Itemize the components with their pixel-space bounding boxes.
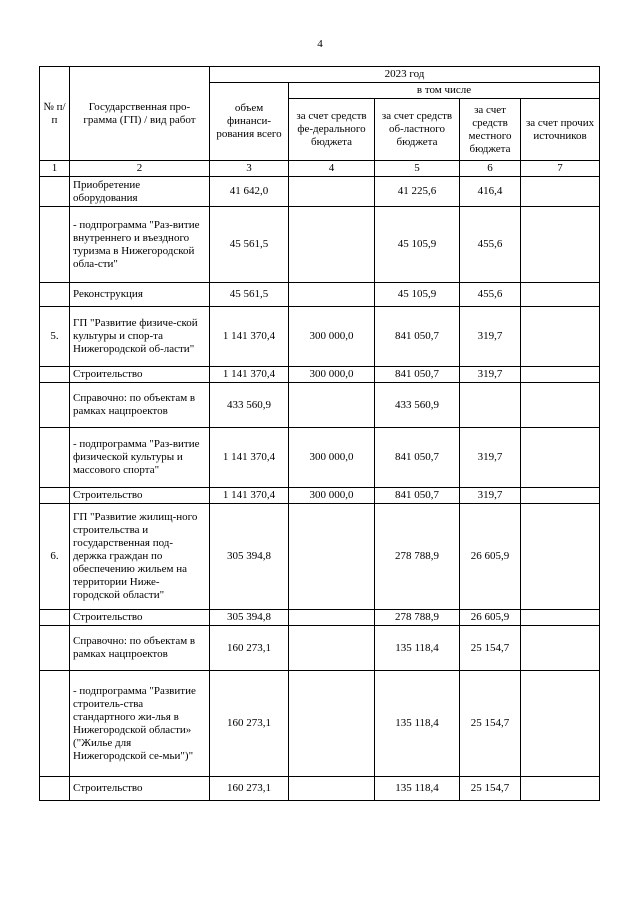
row-local: 319,7 xyxy=(460,367,521,383)
column-number: 2 xyxy=(70,161,210,177)
row-federal xyxy=(289,610,375,626)
row-federal: 300 000,0 xyxy=(289,367,375,383)
column-number: 1 xyxy=(40,161,70,177)
row-federal xyxy=(289,383,375,428)
row-name: Справочно: по объектам в рамках нацпроектов xyxy=(70,626,210,671)
table-row xyxy=(40,307,600,367)
row-number xyxy=(40,283,70,307)
row-local: 319,7 xyxy=(460,488,521,504)
row-local: 319,7 xyxy=(460,307,521,367)
row-other xyxy=(521,283,600,307)
table-row xyxy=(40,367,600,383)
row-number xyxy=(40,610,70,626)
row-other xyxy=(521,610,600,626)
budget-table xyxy=(39,66,600,801)
row-other xyxy=(521,383,600,428)
row-other xyxy=(521,177,600,207)
row-number xyxy=(40,207,70,283)
row-federal xyxy=(289,626,375,671)
row-federal xyxy=(289,777,375,801)
row-number: 5. xyxy=(40,307,70,367)
row-local: 25 154,7 xyxy=(460,777,521,801)
row-name: Строительство xyxy=(70,610,210,626)
row-local xyxy=(460,383,521,428)
table-row xyxy=(40,671,600,777)
row-name: Строительство xyxy=(70,488,210,504)
row-other xyxy=(521,207,600,283)
table-row xyxy=(40,383,600,428)
header-year: 2023 год xyxy=(210,67,600,83)
row-number xyxy=(40,671,70,777)
row-name: ГП "Развитие физиче-ской культуры и спор-та Нижегородской об-ласти" xyxy=(70,307,210,367)
row-federal: 300 000,0 xyxy=(289,428,375,488)
row-local: 319,7 xyxy=(460,428,521,488)
header-col-regional: за счет средств об-ластного бюджета xyxy=(375,99,460,161)
row-total: 433 560,9 xyxy=(210,383,289,428)
row-number xyxy=(40,626,70,671)
table-row xyxy=(40,610,600,626)
row-regional: 135 118,4 xyxy=(375,777,460,801)
row-number xyxy=(40,777,70,801)
row-total: 1 141 370,4 xyxy=(210,428,289,488)
table-row xyxy=(40,177,600,207)
row-number xyxy=(40,367,70,383)
column-number: 3 xyxy=(210,161,289,177)
table-row xyxy=(40,488,600,504)
header-col-local: за счет средств местного бюджета xyxy=(460,99,521,161)
row-name: ГП "Развитие жилищ-ного строительства и государственная под-держка граждан по обеспечению жильем на территории Ниже-городской области" xyxy=(70,504,210,610)
row-other xyxy=(521,777,600,801)
row-regional: 433 560,9 xyxy=(375,383,460,428)
row-regional: 841 050,7 xyxy=(375,367,460,383)
row-local: 416,4 xyxy=(460,177,521,207)
row-name: Справочно: по объектам в рамках нацпроектов xyxy=(70,383,210,428)
row-regional: 278 788,9 xyxy=(375,610,460,626)
row-federal xyxy=(289,504,375,610)
row-total: 1 141 370,4 xyxy=(210,488,289,504)
row-number xyxy=(40,177,70,207)
table-row xyxy=(40,626,600,671)
row-regional: 135 118,4 xyxy=(375,626,460,671)
row-name: Реконструкция xyxy=(70,283,210,307)
row-number: 6. xyxy=(40,504,70,610)
column-number: 4 xyxy=(289,161,375,177)
row-name: - подпрограмма "Развитие строитель-ства стандартного жи-лья в Нижегородской области» ("Жилье для Нижегородской се-мьи")" xyxy=(70,671,210,777)
row-other xyxy=(521,504,600,610)
row-federal: 300 000,0 xyxy=(289,307,375,367)
row-other xyxy=(521,307,600,367)
column-number: 5 xyxy=(375,161,460,177)
row-total: 305 394,8 xyxy=(210,504,289,610)
header-col-program: Государственная про-грамма (ГП) / вид работ xyxy=(70,67,210,161)
row-local: 26 605,9 xyxy=(460,610,521,626)
table-row xyxy=(40,283,600,307)
row-regional: 135 118,4 xyxy=(375,671,460,777)
row-local: 455,6 xyxy=(460,207,521,283)
row-total: 160 273,1 xyxy=(210,671,289,777)
row-regional: 41 225,6 xyxy=(375,177,460,207)
table-row xyxy=(40,428,600,488)
row-total: 160 273,1 xyxy=(210,626,289,671)
table-row xyxy=(40,207,600,283)
header-col-no: № п/п xyxy=(40,67,70,161)
table-row xyxy=(40,504,600,610)
row-name: - подпрограмма "Раз-витие физической культуры и массового спорта" xyxy=(70,428,210,488)
row-total: 1 141 370,4 xyxy=(210,307,289,367)
row-regional: 45 105,9 xyxy=(375,283,460,307)
row-local: 455,6 xyxy=(460,283,521,307)
row-local: 25 154,7 xyxy=(460,626,521,671)
header-including: в том числе xyxy=(289,83,600,99)
row-total: 1 141 370,4 xyxy=(210,367,289,383)
row-regional: 45 105,9 xyxy=(375,207,460,283)
row-total: 45 561,5 xyxy=(210,283,289,307)
column-number: 6 xyxy=(460,161,521,177)
row-federal: 300 000,0 xyxy=(289,488,375,504)
row-other xyxy=(521,488,600,504)
page-number: 4 xyxy=(317,38,323,50)
row-total: 160 273,1 xyxy=(210,777,289,801)
column-number: 7 xyxy=(521,161,600,177)
row-number xyxy=(40,488,70,504)
row-regional: 278 788,9 xyxy=(375,504,460,610)
row-other xyxy=(521,671,600,777)
row-number xyxy=(40,383,70,428)
row-federal xyxy=(289,671,375,777)
row-local: 26 605,9 xyxy=(460,504,521,610)
row-other xyxy=(521,626,600,671)
row-federal xyxy=(289,207,375,283)
row-local: 25 154,7 xyxy=(460,671,521,777)
row-number xyxy=(40,428,70,488)
row-federal xyxy=(289,283,375,307)
row-regional: 841 050,7 xyxy=(375,307,460,367)
header-col-total: объем финанси-рования всего xyxy=(210,83,289,161)
header-col-federal: за счет средств фе-дерального бюджета xyxy=(289,99,375,161)
row-total: 45 561,5 xyxy=(210,207,289,283)
row-total: 41 642,0 xyxy=(210,177,289,207)
table-row xyxy=(40,777,600,801)
row-regional: 841 050,7 xyxy=(375,488,460,504)
row-regional: 841 050,7 xyxy=(375,428,460,488)
row-federal xyxy=(289,177,375,207)
row-other xyxy=(521,428,600,488)
row-name: - подпрограмма "Раз-витие внутреннего и въездного туризма в Нижегородской обла-сти" xyxy=(70,207,210,283)
row-other xyxy=(521,367,600,383)
row-name: Строительство xyxy=(70,777,210,801)
header-col-other: за счет прочих источников xyxy=(521,99,600,161)
row-name: Строительство xyxy=(70,367,210,383)
column-number-row xyxy=(40,161,600,177)
row-name: Приобретение оборудования xyxy=(70,177,210,207)
row-total: 305 394,8 xyxy=(210,610,289,626)
